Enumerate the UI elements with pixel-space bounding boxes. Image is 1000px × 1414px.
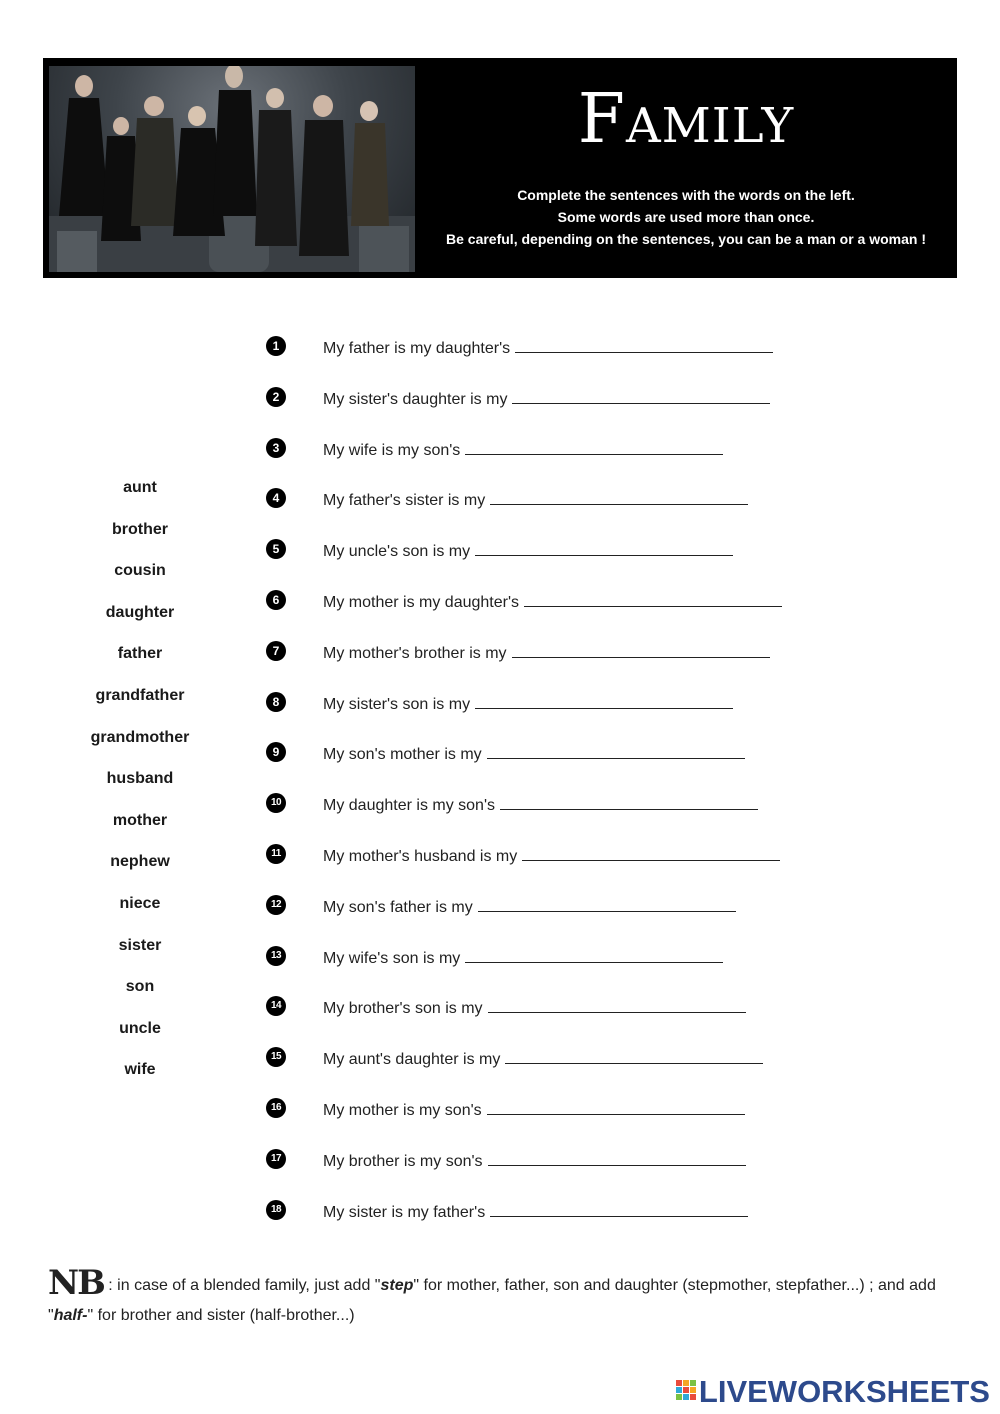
question-row bbox=[264, 740, 884, 791]
word-bank-item[interactable]: grandmother bbox=[90, 728, 190, 746]
word-bank-item[interactable]: grandfather bbox=[95, 686, 185, 704]
word-bank bbox=[40, 476, 240, 1100]
nb-text: : in case of a blended family, just add " bbox=[103, 1277, 381, 1294]
question-number: 6 bbox=[266, 590, 286, 610]
question-number: 2 bbox=[266, 387, 286, 407]
word-bank-item[interactable]: niece bbox=[119, 894, 161, 912]
answer-blank[interactable] bbox=[490, 1198, 748, 1217]
answer-blank[interactable] bbox=[475, 690, 733, 709]
answer-blank[interactable] bbox=[488, 994, 746, 1013]
question-number: 9 bbox=[266, 742, 286, 762]
question-row bbox=[264, 690, 884, 741]
question-row bbox=[264, 791, 884, 842]
question-sentence bbox=[323, 588, 782, 616]
question-row bbox=[264, 486, 884, 537]
question-row bbox=[264, 639, 884, 690]
question-number: 13 bbox=[266, 946, 286, 966]
question-number: 11 bbox=[266, 844, 286, 864]
question-sentence bbox=[323, 334, 773, 362]
nb-step: step bbox=[380, 1277, 414, 1294]
liveworksheets-logo bbox=[676, 1374, 990, 1410]
answer-blank[interactable] bbox=[515, 334, 773, 353]
answer-blank[interactable] bbox=[487, 1096, 745, 1115]
question-number: 17 bbox=[266, 1149, 286, 1169]
question-sentence bbox=[323, 385, 770, 413]
word-bank-item[interactable]: father bbox=[117, 645, 163, 663]
question-text: My aunt's daughter is my bbox=[323, 1051, 501, 1069]
word-bank-item[interactable]: mother bbox=[112, 811, 168, 829]
question-sentence bbox=[323, 791, 758, 819]
question-list bbox=[264, 334, 884, 1248]
nb-note bbox=[48, 1263, 958, 1331]
question-number: 4 bbox=[266, 488, 286, 508]
instruction-line: Be careful, depending on the sentences, you can be a man or a woman ! bbox=[446, 231, 926, 247]
question-sentence bbox=[323, 486, 748, 514]
question-row bbox=[264, 893, 884, 944]
question-number: 5 bbox=[266, 539, 286, 559]
question-number: 1 bbox=[266, 336, 286, 356]
answer-blank[interactable] bbox=[475, 537, 733, 556]
question-sentence bbox=[323, 1045, 763, 1073]
question-sentence bbox=[323, 537, 733, 565]
question-sentence bbox=[323, 944, 723, 972]
question-number: 18 bbox=[266, 1200, 286, 1220]
header-banner bbox=[43, 58, 957, 278]
word-bank-item[interactable]: nephew bbox=[110, 853, 170, 871]
question-text: My daughter is my son's bbox=[323, 797, 496, 815]
word-bank-item[interactable]: aunt bbox=[123, 479, 157, 496]
question-text: My wife's son is my bbox=[323, 949, 461, 967]
question-text: My uncle's son is my bbox=[323, 543, 471, 561]
question-sentence bbox=[323, 639, 770, 667]
question-number: 8 bbox=[266, 692, 286, 712]
question-row bbox=[264, 842, 884, 893]
question-text: My mother is my daughter's bbox=[323, 593, 520, 611]
question-row bbox=[264, 1096, 884, 1147]
question-text: My sister is my father's bbox=[323, 1203, 486, 1221]
question-row bbox=[264, 1045, 884, 1096]
question-text: My brother's son is my bbox=[323, 1000, 483, 1018]
nb-half: half- bbox=[53, 1307, 88, 1324]
logo-icon bbox=[676, 1380, 696, 1404]
question-sentence bbox=[323, 842, 780, 870]
nb-text: " for mother, father, son and daughter (stepmother, stepfather...) ; and add " bbox=[48, 1277, 936, 1324]
question-row bbox=[264, 994, 884, 1045]
word-bank-item[interactable]: uncle bbox=[119, 1019, 161, 1037]
question-text: My sister's daughter is my bbox=[323, 390, 508, 408]
question-row bbox=[264, 588, 884, 639]
word-bank-item[interactable]: brother bbox=[112, 520, 168, 538]
answer-blank[interactable] bbox=[487, 740, 745, 759]
question-text: My sister's son is my bbox=[323, 695, 471, 713]
question-text: My mother's husband is my bbox=[323, 847, 518, 865]
page-title: Family bbox=[577, 80, 795, 159]
question-sentence bbox=[323, 1147, 746, 1175]
question-number: 3 bbox=[266, 438, 286, 458]
question-sentence bbox=[323, 893, 736, 921]
question-text: My father's sister is my bbox=[323, 492, 486, 510]
word-bank-item[interactable]: daughter bbox=[105, 603, 175, 621]
question-row bbox=[264, 334, 884, 385]
word-bank-item[interactable]: son bbox=[125, 978, 155, 996]
question-text: My father is my daughter's bbox=[323, 340, 511, 357]
instruction-line: Complete the sentences with the words on the left. bbox=[517, 187, 855, 203]
answer-blank[interactable] bbox=[505, 1045, 763, 1064]
question-row bbox=[264, 1198, 884, 1249]
answer-blank[interactable] bbox=[490, 486, 748, 505]
answer-blank[interactable] bbox=[500, 791, 758, 810]
question-text: My brother is my son's bbox=[323, 1152, 483, 1170]
question-row bbox=[264, 537, 884, 588]
question-text: My mother's brother is my bbox=[323, 644, 507, 662]
question-text: My son's father is my bbox=[323, 898, 473, 916]
question-text: My son's mother is my bbox=[323, 746, 482, 764]
question-text: My mother is my son's bbox=[323, 1101, 482, 1119]
question-sentence bbox=[323, 994, 746, 1022]
answer-blank[interactable] bbox=[524, 588, 782, 607]
question-number: 10 bbox=[266, 793, 286, 813]
nb-text: " for brother and sister (half-brother...) bbox=[87, 1307, 355, 1324]
answer-blank[interactable] bbox=[465, 436, 723, 455]
question-sentence bbox=[323, 436, 723, 464]
question-row bbox=[264, 944, 884, 995]
word-bank-item[interactable]: wife bbox=[124, 1061, 156, 1079]
answer-blank[interactable] bbox=[512, 639, 770, 658]
question-row bbox=[264, 1147, 884, 1198]
question-number: 15 bbox=[266, 1047, 286, 1067]
question-sentence bbox=[323, 1198, 748, 1226]
question-row bbox=[264, 385, 884, 436]
answer-blank[interactable] bbox=[488, 1147, 746, 1166]
family-photo-illustration bbox=[49, 66, 415, 272]
question-number: 14 bbox=[266, 996, 286, 1016]
question-number: 12 bbox=[266, 895, 286, 915]
answer-blank[interactable] bbox=[478, 893, 736, 912]
instructions bbox=[415, 184, 957, 250]
answer-blank[interactable] bbox=[465, 944, 723, 963]
word-bank-item[interactable]: sister bbox=[118, 936, 162, 954]
question-sentence bbox=[323, 690, 733, 718]
question-sentence bbox=[323, 1096, 745, 1124]
instruction-line: Some words are used more than once. bbox=[557, 209, 815, 225]
question-sentence bbox=[323, 740, 745, 768]
answer-blank[interactable] bbox=[512, 385, 770, 404]
word-bank-item[interactable]: husband bbox=[106, 770, 174, 788]
question-number: 16 bbox=[266, 1098, 286, 1118]
question-row bbox=[264, 436, 884, 487]
word-bank-item[interactable]: cousin bbox=[114, 562, 166, 580]
nb-mark: NB bbox=[48, 1263, 104, 1303]
family-photo bbox=[49, 66, 415, 272]
question-text: My wife is my son's bbox=[323, 441, 461, 459]
question-number: 7 bbox=[266, 641, 286, 661]
logo-text: LIVEWORKSHEETS bbox=[698, 1374, 990, 1409]
answer-blank[interactable] bbox=[522, 842, 780, 861]
